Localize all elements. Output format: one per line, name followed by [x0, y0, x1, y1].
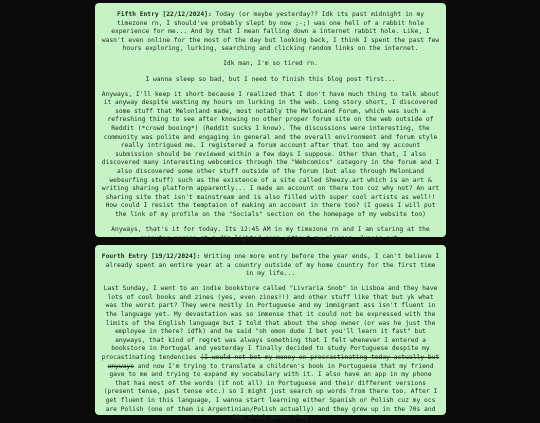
entry-paragraph: [100, 253, 441, 279]
entry-text: Today (or maybe yesterday?? Idk its past midnight in my timezone rn, I should've probably slept by now ;-;) was one hell of a rabbit hole experience for me... And by that I mean falling down a internet rabbit hole. Like, I wasn't even online for the most of the day but looking back, I think I spent the past few hours exploring, lurking, searching and clicking random links on the internet.: [101, 11, 440, 53]
entry-text: Writing one more entry before the year ends, I can't believe I already spent an entire year at a country outside of my home country for the first time in my life...: [105, 253, 440, 278]
entry-paragraph: Anyways, I'll keep it short because I realized that I don't have much thing to talk about it anyway despite wasting my hours on lurking in the web. Long story short, I discovered some stuff that Melonland made, most notably the MelonLand Forum, which was such a refreshing thing to see after knowing no other proper forum site on the web outside of Reddit (*crowd booing*) (Reddit sucks I know). The discussions were interesting, the community was polite and engaging in general and the overall environment and forum style really intrigued me. I registered a forum account after that too and my account submission should be reviewed within a few days I suppose. Other than that, I also discovered many interesting webcomics through the "Webcomics" category in the forum and I also discovered some other stuff outside of the forum (but also through MelonLand websurfing stuff) such as the existence of a site called Sheezy.art which is an art & writing sharing platform apparently... I made an account on there too cuz why not? An art sharing site that isn't mainstream and is also filled with super cool artists as well!! How could I resist the temptaion of making an account in there too? (I guess I will put the link of my profile on the "Socials" section on the homepage of my website too): [101, 90, 440, 218]
strikethrough-text: (I would not bet my money on procrastinating today actually but anyways: [107, 354, 440, 370]
entry-paragraph: [100, 285, 441, 423]
blog-entry-fourth: [95, 245, 446, 422]
entry-title: Fourth Entry [19/12/2024]:: [101, 253, 201, 260]
entry-text: Last Sunday, I went to an indie bookstore called "Livraria Snob" in Lisboa and they have lots of cool books and zines (yes, even zines!!) and other stuff like that but yk what was the worst part? They were mostly in Portuguese and my immigrant ass isn't fluent in the language yet. My devastation was so immense that it could not be expressed with the limits of the English language but I told that about the shop owner (or was he just the employee in there? idfk) and he said "oh omon dude I bet you'll learn it fast" but anyways, that kind of regret was always something that I felt whenever I entered a bookstore in Portugal and yesterday I finally decided to study Portuguese despite my procastinating tendencies: [101, 285, 438, 362]
entry-paragraph: Idk man, I'm so tired rn.: [223, 60, 318, 68]
blog-entry-fifth: [95, 3, 446, 242]
entry-text: and now I'm trying to translate a children's book in Portuguese that my friend gave to me and trying to expand my vocabulary with it. I also have an app in my phone that has most of the words (if not all) in Portuguese and their different versions (present tense, past tense etc.) so I might just search up words from there too. After I get fluent in this language, I wanna start learning either Spanish or Polish cuz my ocs are Polish (one of them is Argentinian/Polish actually) and they grew up in the 70s and 80s which means they: [103, 362, 438, 422]
entry-paragraph: Anyways, that's it for today. Its 12:45 AM in my timezone rn and I am staring at the computer screen at a dim lighted room without my glasses. June's out.: [111, 226, 430, 242]
entry-paragraph: [100, 11, 441, 54]
entry-title: Fifth Entry [22/12/2024]:: [116, 11, 212, 18]
entry-paragraph: I wanna sleep so bad, but I need to finish this blog post first...: [145, 75, 396, 83]
